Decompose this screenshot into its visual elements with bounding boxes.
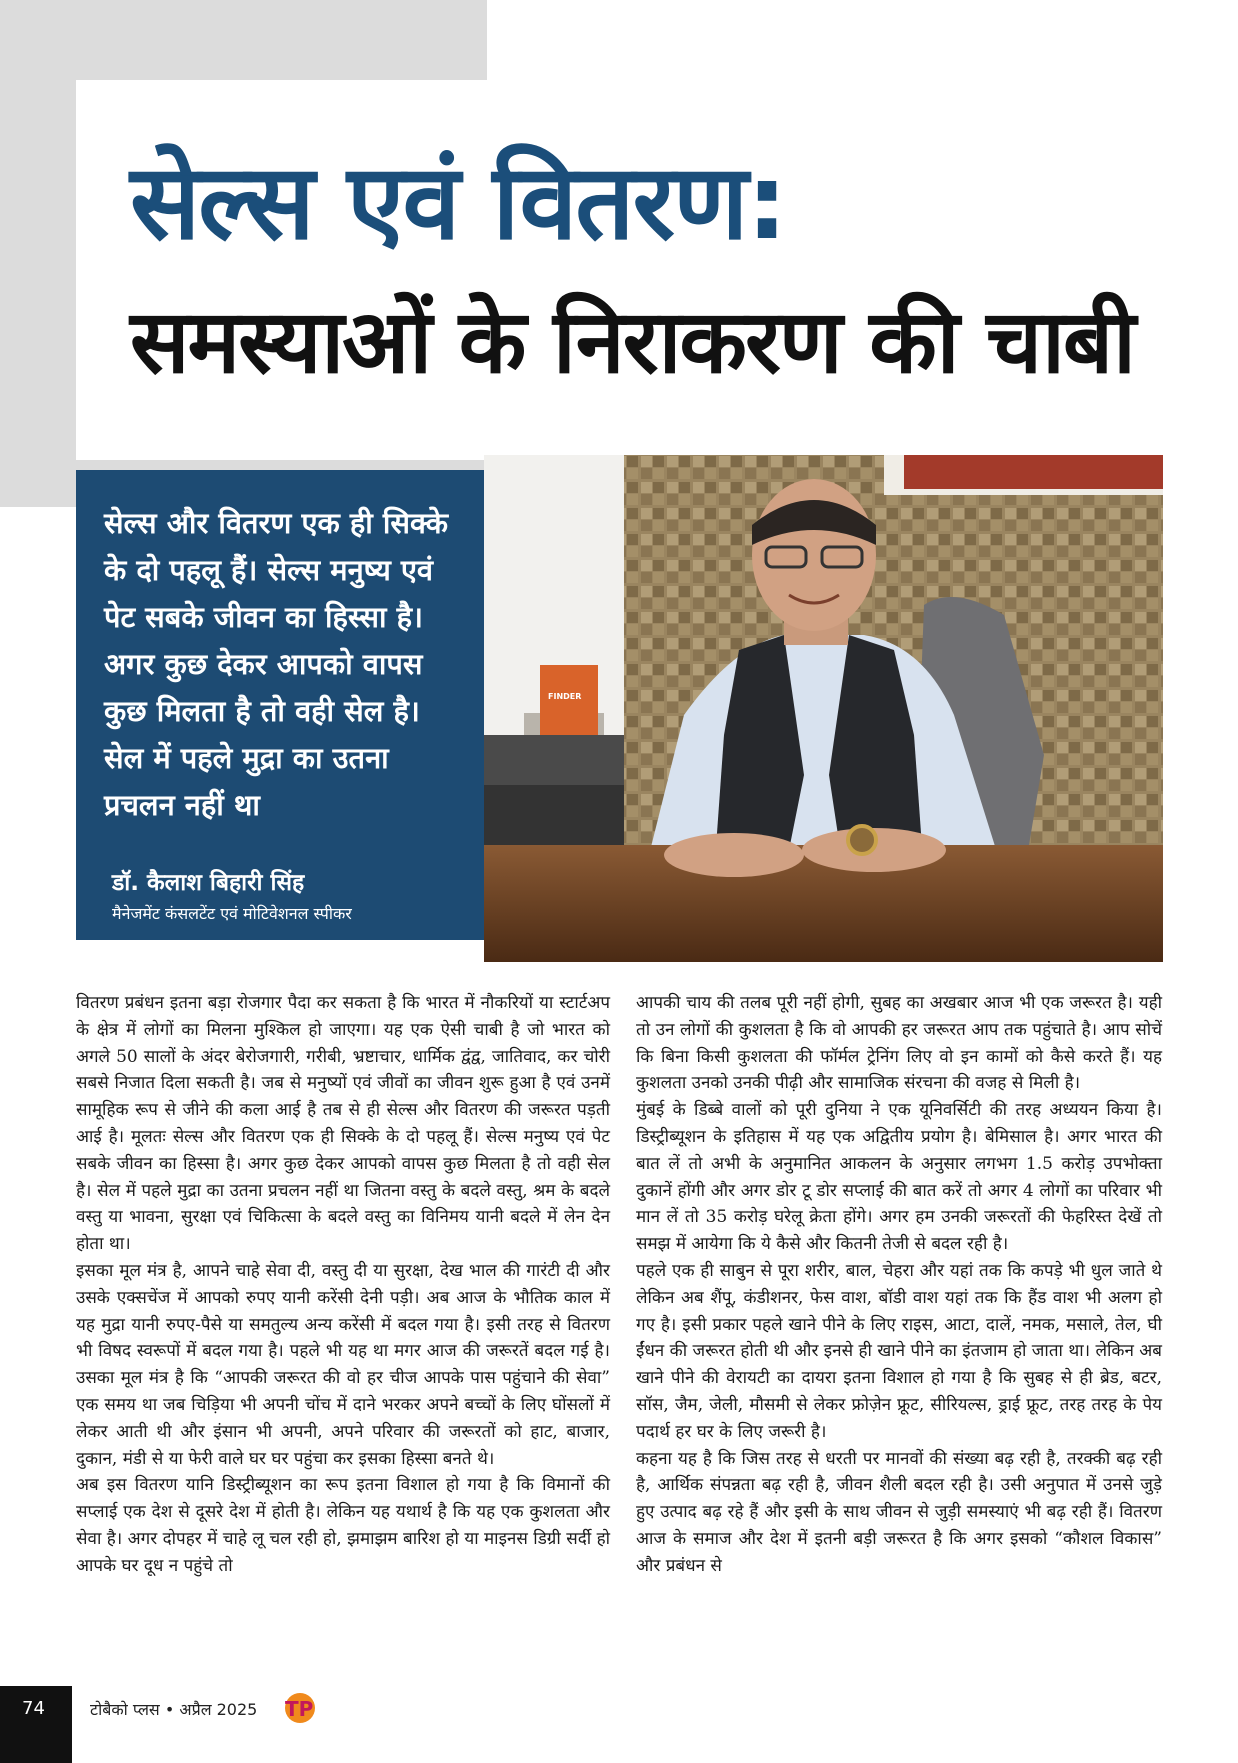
article-paragraph: इसका मूल मंत्र है, आपने चाहे सेवा दी, वस्तु दी या सुरक्षा, देख भाल की गारंटी दी और उसके एक्सचेंज में आपको रुपए यानी करेंसी देनी पड़ी। अब आज के भौतिक काल में यह मुद्रा यानी रुपए-पैसे या समतुल्य अन्य करेंसी में बदल गया है। इसी तरह से वितरण भी विषद स्वरूपों में बदल गया है। पहले भी यह था मगर आज की जरूरतें बदल गई है। उसका मूल मंत्र है कि “आपकी जरूरत की वो हर चीज आपके पास पहुंचाने की सेवा” एक समय था जब चिड़िया भी अपनी चोंच में दाने भरकर अपने बच्चों के लिए घोंसलों में लेकर आती थी और इंसान भी अपनी, अपने परिवार की जरूरतों को हाट, बाजार, दुकान, मंडी से या फेरी वाले घर घर पहुंचा कर इसका हिस्सा बनते थे।: [76, 1260, 610, 1469]
article-paragraph: पहले एक ही साबुन से पूरा शरीर, बाल, चेहरा और यहां तक कि कपड़े भी धुल जाते थे लेकिन अब शैंपू, कंडीशनर, फेस वाश, बॉडी वाश यहां तक कि हैंड वाश भी अलग हो गए है। इसी प्रकार पहले खाने पीने के लिए राइस, आटा, दालें, नमक, मसाले, तेल, घी ईंधन की जरूरत होती थी और इनसे ही खाने पीने का इंतजाम हो जाता था। लेकिन अब खाने पीने की वेरायटी का दायरा इतना विशाल हो गया है कि सुबह से ही ब्रेड, बटर, सॉस, जैम, जेली, मौसमी से लेकर फ्रोज़ेन फ्रूट, सीरियल्स, ड्राई फ्रूट, तरह तरह के पेय पदार्थ हर घर के लिए जरूरी है।: [636, 1260, 1162, 1442]
article-column-1: [76, 990, 610, 1580]
publication-logo: [274, 1690, 326, 1726]
article-paragraph: मुंबई के डिब्बे वालों को पूरी दुनिया ने एक यूनिवर्सिटी की तरह अध्ययन किया है। डिस्ट्रीब्यूशन के इतिहास में यह एक अद्वितीय प्रयोग है। बेमिसाल है। अगर भारत की बात लें तो अभी के अनुमानित आकलन के अनुसार लगभग 1.5 करोड़ उपभोक्ता दुकानें होंगी और अगर डोर टू डोर सप्लाई की बात करें तो अगर 4 लोगों का परिवार भी मान लें तो 35 करोड़ घरेलू क्रेता होंगे। अगर हम उनकी जरूरतों की फेहरिस्त देखें तो समझ में आयेगा कि ये कैसे और कितनी तेजी से बदल रही है।: [636, 1100, 1162, 1255]
issue-date: • अप्रैल 2025: [164, 1700, 258, 1719]
article-paragraph: कहना यह है कि जिस तरह से धरती पर मानवों की संख्या बढ़ रही है, तरक्की बढ़ रही है, आर्थिक संपन्नता बढ़ रही है, जीवन शैली बदल रही है। उसी अनुपात में उनसे जुड़े हुए उत्पाद बढ़ रहे हैं और इसी के साथ जीवन से जुड़ी समस्याएं भी बढ़ रही हैं। वितरण आज के समाज और देश में इतनी बड़ी जरूरत है कि अगर इसको “कौशल विकास” और प्रबंधन से: [636, 1448, 1162, 1576]
publication-name: टोबैको प्लस: [90, 1700, 160, 1719]
book-title: FINDER: [548, 692, 582, 701]
pull-quote-text: सेल्स और वितरण एक ही सिक्के के दो पहलू हैं। सेल्स मनुष्य एवं पेट सबके जीवन का हिस्सा है। अगर कुछ देकर आपको वापस कुछ मिलता है तो वही सेल है। सेल में पहले मुद्रा का उतना प्रचलन नहीं था: [104, 506, 449, 822]
article-paragraph: आपकी चाय की तलब पूरी नहीं होगी, सुबह का अखबार आज भी एक जरूरत है। यही तो उन लोगों की कुशलता है कि वो आपकी हर जरूरत आप तक पहुंचाते है। आप सोचें कि बिना किसी कुशलता की फॉर्मल ट्रेनिंग लिए वो इन कामों को कैसे करते हैं। यह कुशलता उनको उनकी पीढ़ी और सामाजिक संरचना की वजह से मिली है।: [636, 993, 1162, 1094]
headline-panel: [76, 80, 1238, 460]
author-name: डॉ. कैलाश बिहारी सिंह: [112, 870, 305, 896]
headline-line-1: सेल्स एवं वितरण:: [130, 141, 786, 263]
author-role: मैनेजमेंट कंसलटेंट एवं मोटिवेशनल स्पीकर: [112, 904, 352, 923]
article-column-2: [636, 990, 1162, 1580]
logo-text: TP: [285, 1697, 314, 1721]
article-paragraph: वितरण प्रबंधन इतना बड़ा रोजगार पैदा कर सकता है कि भारत में नौकरियों या स्टार्टअप के क्षेत्र में लोगों का मिलना मुश्किल हो जाएगा। यह एक ऐसी चाबी है जो भारत को अगले 50 सालों के अंदर बेरोजगारी, गरीबी, भ्रष्टाचार, धार्मिक द्वंद्व, जातिवाद, कर चोरी सबसे निजात दिला सकती है। जब से मनुष्यों एवं जीवों का जीवन शुरू हुआ है एवं उनमें सामूहिक रूप से जीने की कला आई है तब से ही सेल्स और वितरण की जरूरत पड़ती आई है। मूलतः सेल्स और वितरण एक ही सिक्के के दो पहलू हैं। सेल्स मनुष्य एवं पेट सबके जीवन का हिस्सा है। अगर कुछ देकर आपको वापस कुछ मिलता है तो वही सेल है। सेल में पहले मुद्रा का उतना प्रचलन नहीं था जितना वस्तु के बदले वस्तु, श्रम के बदले वस्तु या भावना, सुरक्षा एवं चिकित्सा के बदले वस्तु का विनिमय यानी बदले में लेन देन होता था।: [76, 993, 610, 1255]
headline-line-2: समस्याओं के निराकरण की चाबी: [130, 290, 1134, 393]
pull-quote-box: [76, 470, 484, 940]
page-number: 74: [22, 1698, 45, 1719]
article-paragraph: अब इस वितरण यानि डिस्ट्रीब्यूशन का रूप इतना विशाल हो गया है कि विमानों की सप्लाई एक देश से दूसरे देश में होती है। लेकिन यह यथार्थ है कि यह एक कुशलता और सेवा है। अगर दोपहर में चाहे लू चल रही हो, झमाझम बारिश हो या माइनस डिग्री सर्दी हो आपके घर दूध न पहुंचे तो: [76, 1475, 610, 1576]
author-photo: [484, 455, 1163, 962]
footer-publication: [90, 1698, 257, 1720]
